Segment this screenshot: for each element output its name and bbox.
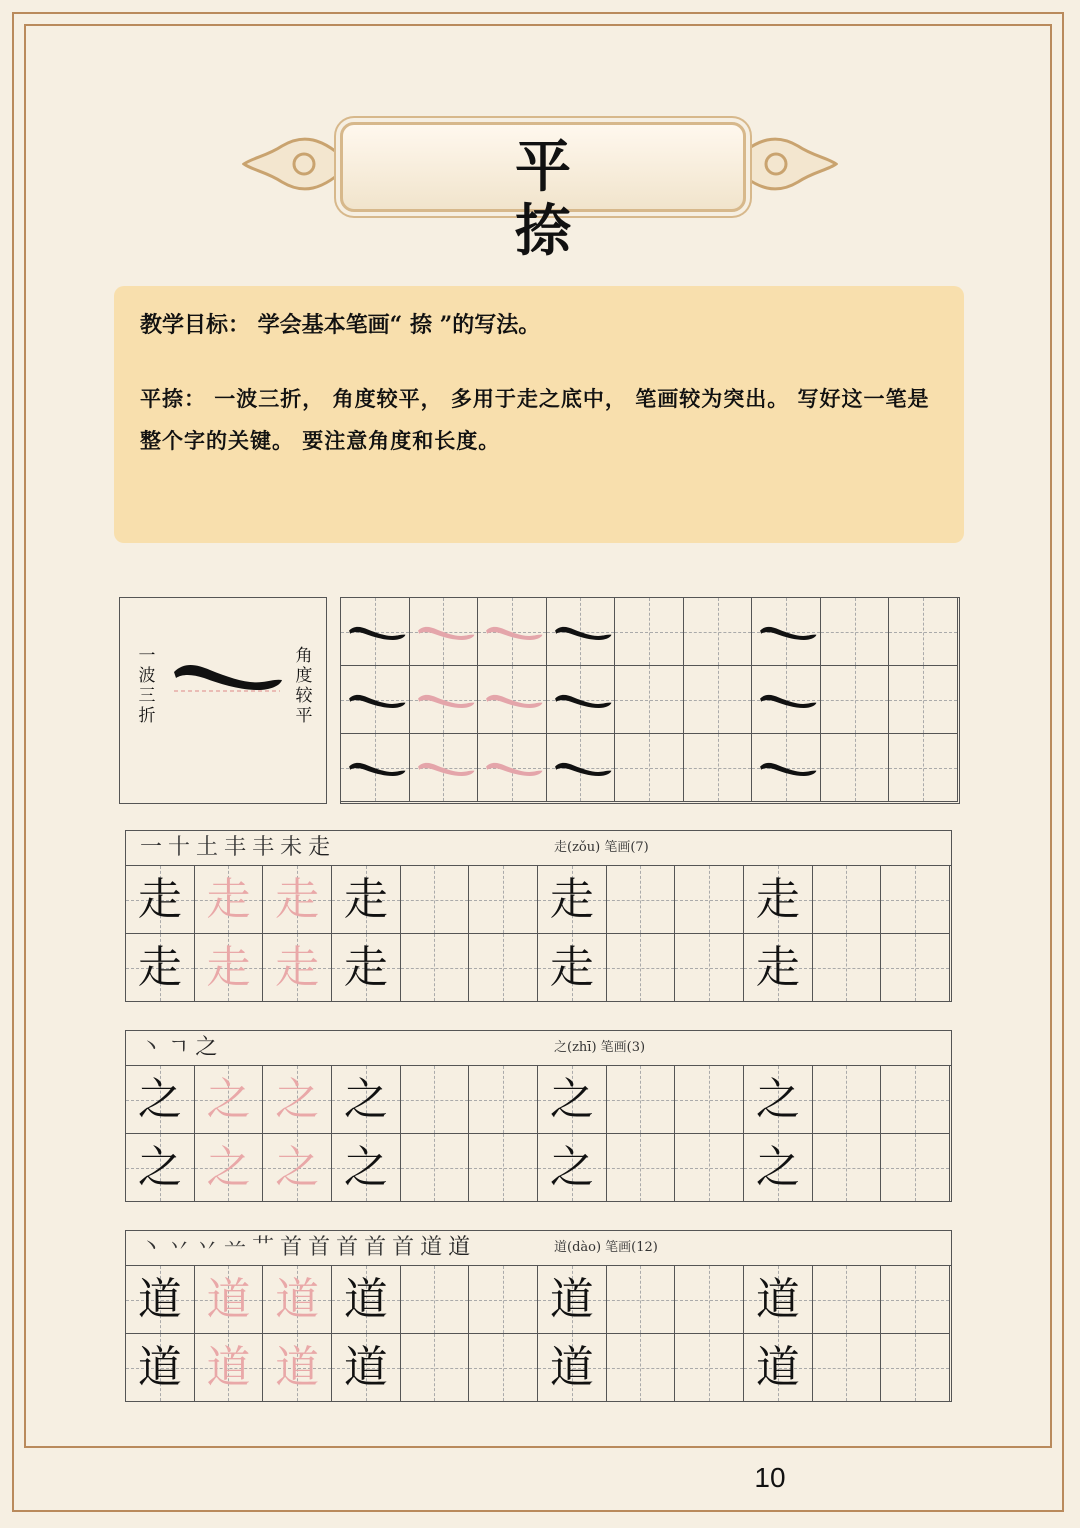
practice-cell: [195, 866, 264, 934]
practice-cell: [401, 934, 470, 1002]
model-right-note: 角度较平: [295, 646, 313, 726]
model-stroke-box: [119, 597, 327, 804]
practice-cell: [263, 866, 332, 934]
practice-cell: [401, 1334, 470, 1402]
practice-cell: [615, 598, 684, 666]
practice-cell: [195, 1134, 264, 1202]
flat-na-stroke-icon: [758, 620, 818, 650]
practice-cell: [813, 1066, 882, 1134]
practice-cell: [881, 1134, 950, 1202]
practice-cell: [538, 866, 607, 934]
stroke-order: [140, 1231, 476, 1265]
practice-cell: [744, 1134, 813, 1202]
practice-cell: [889, 666, 958, 734]
practice-cell: [332, 866, 401, 934]
practice-cell: [478, 666, 547, 734]
flat-na-stroke-icon: [553, 688, 613, 718]
stroke-step: ㄱ: [168, 1035, 190, 1060]
trace-glyph: 道: [275, 1274, 320, 1325]
practice-cell: [821, 734, 890, 802]
practice-cell: [821, 598, 890, 666]
model-glyph: 走: [549, 874, 594, 925]
practice-cell: [744, 866, 813, 934]
model-glyph: 之: [755, 1074, 800, 1125]
stroke-order: [140, 1031, 223, 1065]
practice-cell: [889, 734, 958, 802]
practice-cell: [469, 866, 538, 934]
page-title: 平 捺: [515, 134, 661, 264]
flat-na-stroke-icon: [484, 620, 544, 650]
flat-na-stroke-icon: [553, 620, 613, 650]
stroke-step: 首: [364, 1235, 387, 1260]
practice-cell: [744, 934, 813, 1002]
practice-cell: [469, 1266, 538, 1334]
stroke-step: 丰: [252, 835, 275, 860]
model-glyph: 道: [549, 1342, 594, 1393]
model-glyph: 走: [755, 874, 800, 925]
scroll-ornament-left-icon: [242, 126, 352, 202]
practice-cell: [126, 866, 195, 934]
practice-cell: [607, 1134, 676, 1202]
model-glyph: 走: [343, 874, 388, 925]
practice-cell: [126, 934, 195, 1002]
practice-cell: [332, 934, 401, 1002]
corner-ornament-tl: [24, 24, 68, 68]
stroke-step: 十: [168, 835, 191, 860]
model-glyph: 道: [343, 1342, 388, 1393]
char-block-dao: [125, 1230, 952, 1402]
model-glyph: 之: [137, 1142, 182, 1193]
model-glyph: 道: [137, 1342, 182, 1393]
stroke-step: 首: [308, 1235, 331, 1260]
stroke-step: 土: [196, 835, 219, 860]
practice-cell: [538, 934, 607, 1002]
practice-cell: [881, 934, 950, 1002]
stroke-step: 丰: [224, 835, 247, 860]
practice-cell: [607, 1334, 676, 1402]
flat-na-stroke-icon: [416, 756, 476, 786]
practice-cell: [263, 1134, 332, 1202]
practice-cell: [813, 1266, 882, 1334]
practice-cell: [813, 1134, 882, 1202]
practice-cell: [126, 1334, 195, 1402]
practice-cell: [675, 1334, 744, 1402]
practice-cell: [341, 598, 410, 666]
model-glyph: 道: [549, 1274, 594, 1325]
practice-cell: [881, 1066, 950, 1134]
model-glyph: 之: [137, 1074, 182, 1125]
model-glyph: 之: [755, 1142, 800, 1193]
practice-cell: [813, 866, 882, 934]
practice-cell: [813, 934, 882, 1002]
practice-cell: [332, 1266, 401, 1334]
teaching-goal-box: [114, 286, 964, 543]
stroke-step: 走: [308, 835, 331, 860]
model-glyph: 之: [549, 1074, 594, 1125]
practice-cell: [401, 1266, 470, 1334]
model-glyph: 之: [549, 1142, 594, 1193]
practice-cell: [410, 666, 479, 734]
char-header: [126, 831, 951, 866]
practice-cell: [332, 1134, 401, 1202]
model-glyph: 走: [343, 942, 388, 993]
practice-cell: [752, 734, 821, 802]
trace-glyph: 之: [275, 1142, 320, 1193]
practice-cell: [607, 1066, 676, 1134]
char-header: [126, 1231, 951, 1266]
model-glyph: 道: [343, 1274, 388, 1325]
practice-cell: [126, 1266, 195, 1334]
model-glyph: 之: [343, 1074, 388, 1125]
char-info: 之(zhī) 笔画(3): [554, 1040, 646, 1055]
practice-cell: [401, 866, 470, 934]
practice-cell: [401, 1134, 470, 1202]
char-block-zhi: [125, 1030, 952, 1202]
stroke-step: 道: [420, 1235, 443, 1260]
stroke-step: 䒑: [224, 1235, 247, 1260]
stroke-step: 丶: [140, 1035, 163, 1060]
model-glyph: 道: [755, 1342, 800, 1393]
practice-cell: [881, 1266, 950, 1334]
trace-glyph: 走: [275, 874, 320, 925]
stroke-step: 首: [280, 1235, 303, 1260]
practice-cell: [195, 1066, 264, 1134]
practice-cell: [332, 1334, 401, 1402]
practice-cell: [469, 1334, 538, 1402]
model-glyph: 道: [755, 1274, 800, 1325]
practice-cell: [332, 1066, 401, 1134]
practice-cell: [538, 1066, 607, 1134]
stroke-practice-grid: [340, 597, 960, 804]
practice-cell: [821, 666, 890, 734]
trace-glyph: 之: [275, 1074, 320, 1125]
practice-cell: [478, 734, 547, 802]
model-glyph: 道: [137, 1274, 182, 1325]
stroke-step: 首: [392, 1235, 415, 1260]
practice-cell: [744, 1066, 813, 1134]
practice-cell: [684, 734, 753, 802]
flat-na-stroke-icon: [758, 688, 818, 718]
practice-cell: [341, 734, 410, 802]
practice-cell: [607, 866, 676, 934]
practice-cell: [752, 666, 821, 734]
stroke-description: 平捺： 一波三折， 角度较平， 多用于走之底中， 笔画较为突出。 写好这一笔是整个字的关键。 要注意角度和长度。: [140, 386, 930, 453]
stroke-step: 一: [140, 835, 163, 860]
practice-cell: [684, 666, 753, 734]
practice-cell: [538, 1134, 607, 1202]
practice-cell: [675, 866, 744, 934]
practice-cell: [547, 598, 616, 666]
practice-cell: [675, 1266, 744, 1334]
practice-cell: [469, 1134, 538, 1202]
teaching-goal: 教学目标： 学会基本笔画“ 捺 ”的写法。: [140, 312, 541, 338]
practice-cell: [263, 1266, 332, 1334]
practice-cell: [538, 1334, 607, 1402]
practice-cell: [615, 734, 684, 802]
trace-glyph: 之: [206, 1074, 251, 1125]
practice-cell: [195, 1266, 264, 1334]
practice-cell: [675, 1134, 744, 1202]
practice-cell: [410, 598, 479, 666]
practice-cell: [263, 1334, 332, 1402]
stroke-step: 未: [280, 835, 303, 860]
title-plate: [340, 122, 746, 264]
trace-glyph: 之: [206, 1142, 251, 1193]
trace-glyph: 道: [206, 1274, 251, 1325]
stroke-order: [140, 831, 336, 865]
practice-cell: [744, 1266, 813, 1334]
practice-cell: [889, 598, 958, 666]
practice-cell: [607, 1266, 676, 1334]
practice-cell: [126, 1134, 195, 1202]
flat-na-stroke-icon: [484, 756, 544, 786]
char-info: 道(dào) 笔画(12): [554, 1240, 658, 1255]
practice-cell: [469, 934, 538, 1002]
trace-glyph: 道: [206, 1342, 251, 1393]
model-glyph: 之: [343, 1142, 388, 1193]
practice-cell: [478, 598, 547, 666]
flat-na-stroke-icon: [758, 756, 818, 786]
stroke-step: 之: [195, 1035, 218, 1060]
model-glyph: 走: [755, 942, 800, 993]
trace-glyph: 走: [275, 942, 320, 993]
flat-na-stroke-icon: [170, 658, 285, 703]
practice-cell: [401, 1066, 470, 1134]
practice-cell: [615, 666, 684, 734]
flat-na-stroke-icon: [347, 620, 407, 650]
practice-cell: [675, 1066, 744, 1134]
trace-glyph: 道: [275, 1342, 320, 1393]
stroke-step: 道: [448, 1235, 471, 1260]
practice-cell: [341, 666, 410, 734]
stroke-step: 丷: [196, 1235, 219, 1260]
practice-cell: [684, 598, 753, 666]
practice-cell: [547, 666, 616, 734]
page-number: 10: [754, 1462, 786, 1493]
practice-cell: [126, 1066, 195, 1134]
char-header: [126, 1031, 951, 1066]
practice-cell: [263, 934, 332, 1002]
practice-cell: [263, 1066, 332, 1134]
flat-na-stroke-icon: [416, 620, 476, 650]
practice-cell: [607, 934, 676, 1002]
practice-cell: [752, 598, 821, 666]
practice-cell: [195, 934, 264, 1002]
model-glyph: 走: [137, 874, 182, 925]
flat-na-stroke-icon: [347, 688, 407, 718]
practice-cell: [469, 1066, 538, 1134]
practice-cell: [881, 866, 950, 934]
practice-cell: [675, 934, 744, 1002]
title-banner: [242, 114, 838, 264]
char-block-zou: [125, 830, 952, 1002]
model-glyph: 走: [137, 942, 182, 993]
corner-ornament-bl: [24, 1404, 68, 1448]
practice-cell: [547, 734, 616, 802]
trace-glyph: 走: [206, 942, 251, 993]
practice-cell: [195, 1334, 264, 1402]
model-left-note: 一波三折: [138, 646, 156, 726]
practice-cell: [813, 1334, 882, 1402]
stroke-step: 首: [336, 1235, 359, 1260]
flat-na-stroke-icon: [347, 756, 407, 786]
char-info: 走(zǒu) 笔画(7): [554, 840, 649, 855]
practice-cell: [410, 734, 479, 802]
stroke-step: 艹: [252, 1235, 275, 1260]
practice-cell: [744, 1334, 813, 1402]
stroke-step: 丶: [140, 1235, 163, 1260]
practice-cell: [538, 1266, 607, 1334]
flat-na-stroke-icon: [553, 756, 613, 786]
model-glyph: 走: [549, 942, 594, 993]
flat-na-stroke-icon: [416, 688, 476, 718]
flat-na-stroke-icon: [484, 688, 544, 718]
corner-ornament-tr: [1008, 24, 1052, 68]
corner-ornament-br: [1008, 1404, 1052, 1448]
practice-cell: [881, 1334, 950, 1402]
stroke-step: 丷: [168, 1235, 191, 1260]
trace-glyph: 走: [206, 874, 251, 925]
